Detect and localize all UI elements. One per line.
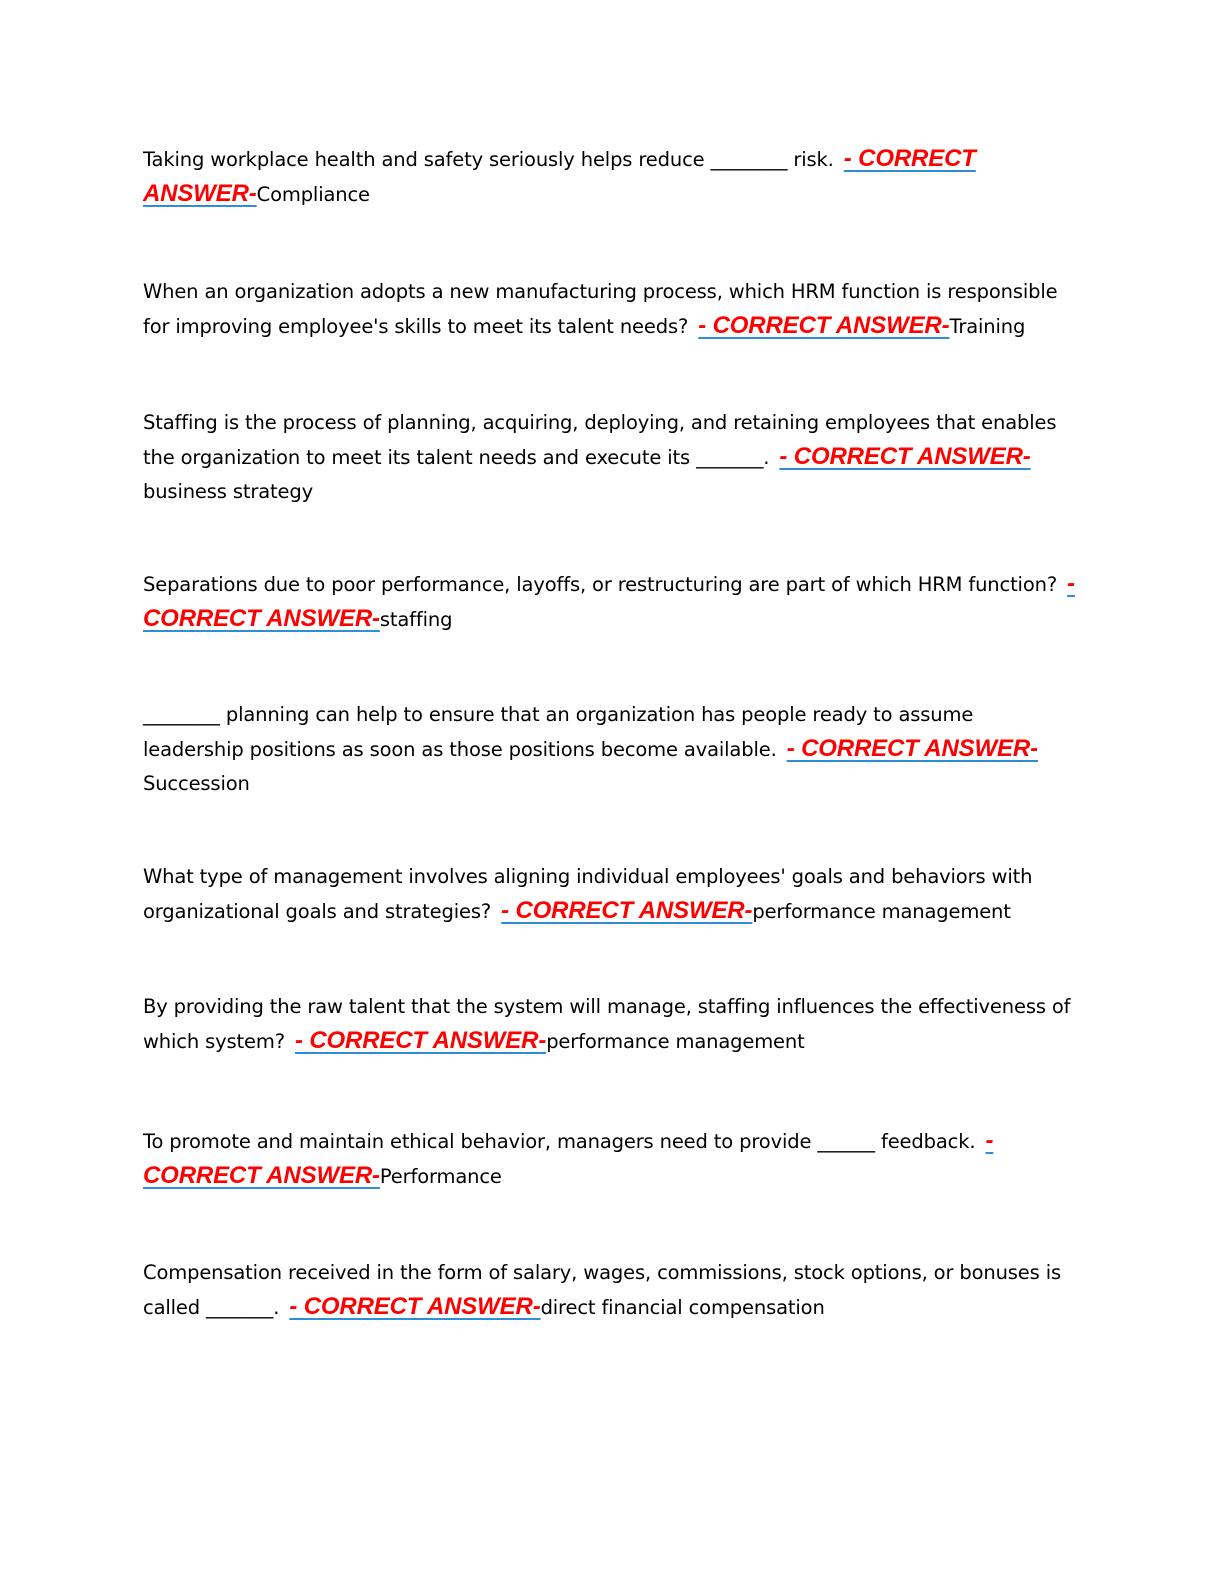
answer-text: Performance	[379, 1165, 502, 1188]
qa-item-9	[143, 1256, 1078, 1325]
answer-text: performance management	[752, 900, 1011, 923]
correct-answer-marker: - CORRECT ANSWER-	[143, 1127, 994, 1189]
answer-text: Succession	[143, 772, 250, 795]
answer-text: performance management	[546, 1030, 805, 1053]
correct-answer-marker: - CORRECT ANSWER-	[143, 570, 1075, 632]
question-text: ________ planning can help to ensure that an organization has people ready to assume leadership positions as soon as those positions become available.	[143, 703, 974, 761]
question-text: Separations due to poor performance, layoffs, or restructuring are part of which HRM function?	[143, 573, 1058, 596]
qa-item-2	[143, 275, 1078, 344]
correct-answer-marker: - CORRECT ANSWER-	[294, 1027, 547, 1054]
qa-item-1	[143, 142, 1078, 212]
answer-text: direct financial compensation	[540, 1296, 825, 1319]
question-text: Taking workplace health and safety seriously helps reduce ________ risk.	[143, 148, 834, 171]
question-text: To promote and maintain ethical behavior, managers need to provide ______ feedback.	[143, 1130, 976, 1153]
question-text: Compensation received in the form of salary, wages, commissions, stock options, or bonuses is called _______.	[143, 1261, 1061, 1319]
correct-answer-marker: - CORRECT ANSWER-	[143, 145, 976, 207]
answer-text: Training	[949, 315, 1026, 338]
correct-answer-marker: - CORRECT ANSWER-	[698, 312, 950, 339]
correct-answer-marker: - CORRECT ANSWER-	[289, 1293, 541, 1320]
correct-answer-marker: - CORRECT ANSWER-	[501, 897, 753, 924]
qa-item-3	[143, 406, 1078, 509]
question-text: When an organization adopts a new manufacturing process, which HRM function is responsible for improving employee's skills to meet its talent needs?	[143, 280, 1058, 338]
correct-answer-marker: - CORRECT ANSWER-	[779, 443, 1031, 470]
qa-item-6	[143, 860, 1078, 929]
question-text: Staffing is the process of planning, acquiring, deploying, and retaining employees that enables the organization to meet its talent needs and execute its _______.	[143, 411, 1057, 469]
qa-item-7	[143, 990, 1078, 1059]
answer-text: business strategy	[143, 480, 313, 503]
qa-item-4	[143, 567, 1078, 637]
qa-item-5	[143, 698, 1078, 801]
question-text: By providing the raw talent that the system will manage, staffing influences the effectiveness of which system?	[143, 995, 1071, 1053]
qa-item-8	[143, 1124, 1078, 1194]
answer-text: staffing	[379, 608, 453, 631]
correct-answer-marker: - CORRECT ANSWER-	[786, 735, 1038, 762]
question-text: What type of management involves aligning individual employees' goals and behaviors with organizational goals and strategies?	[143, 865, 1033, 923]
answer-text: Compliance	[256, 183, 370, 206]
